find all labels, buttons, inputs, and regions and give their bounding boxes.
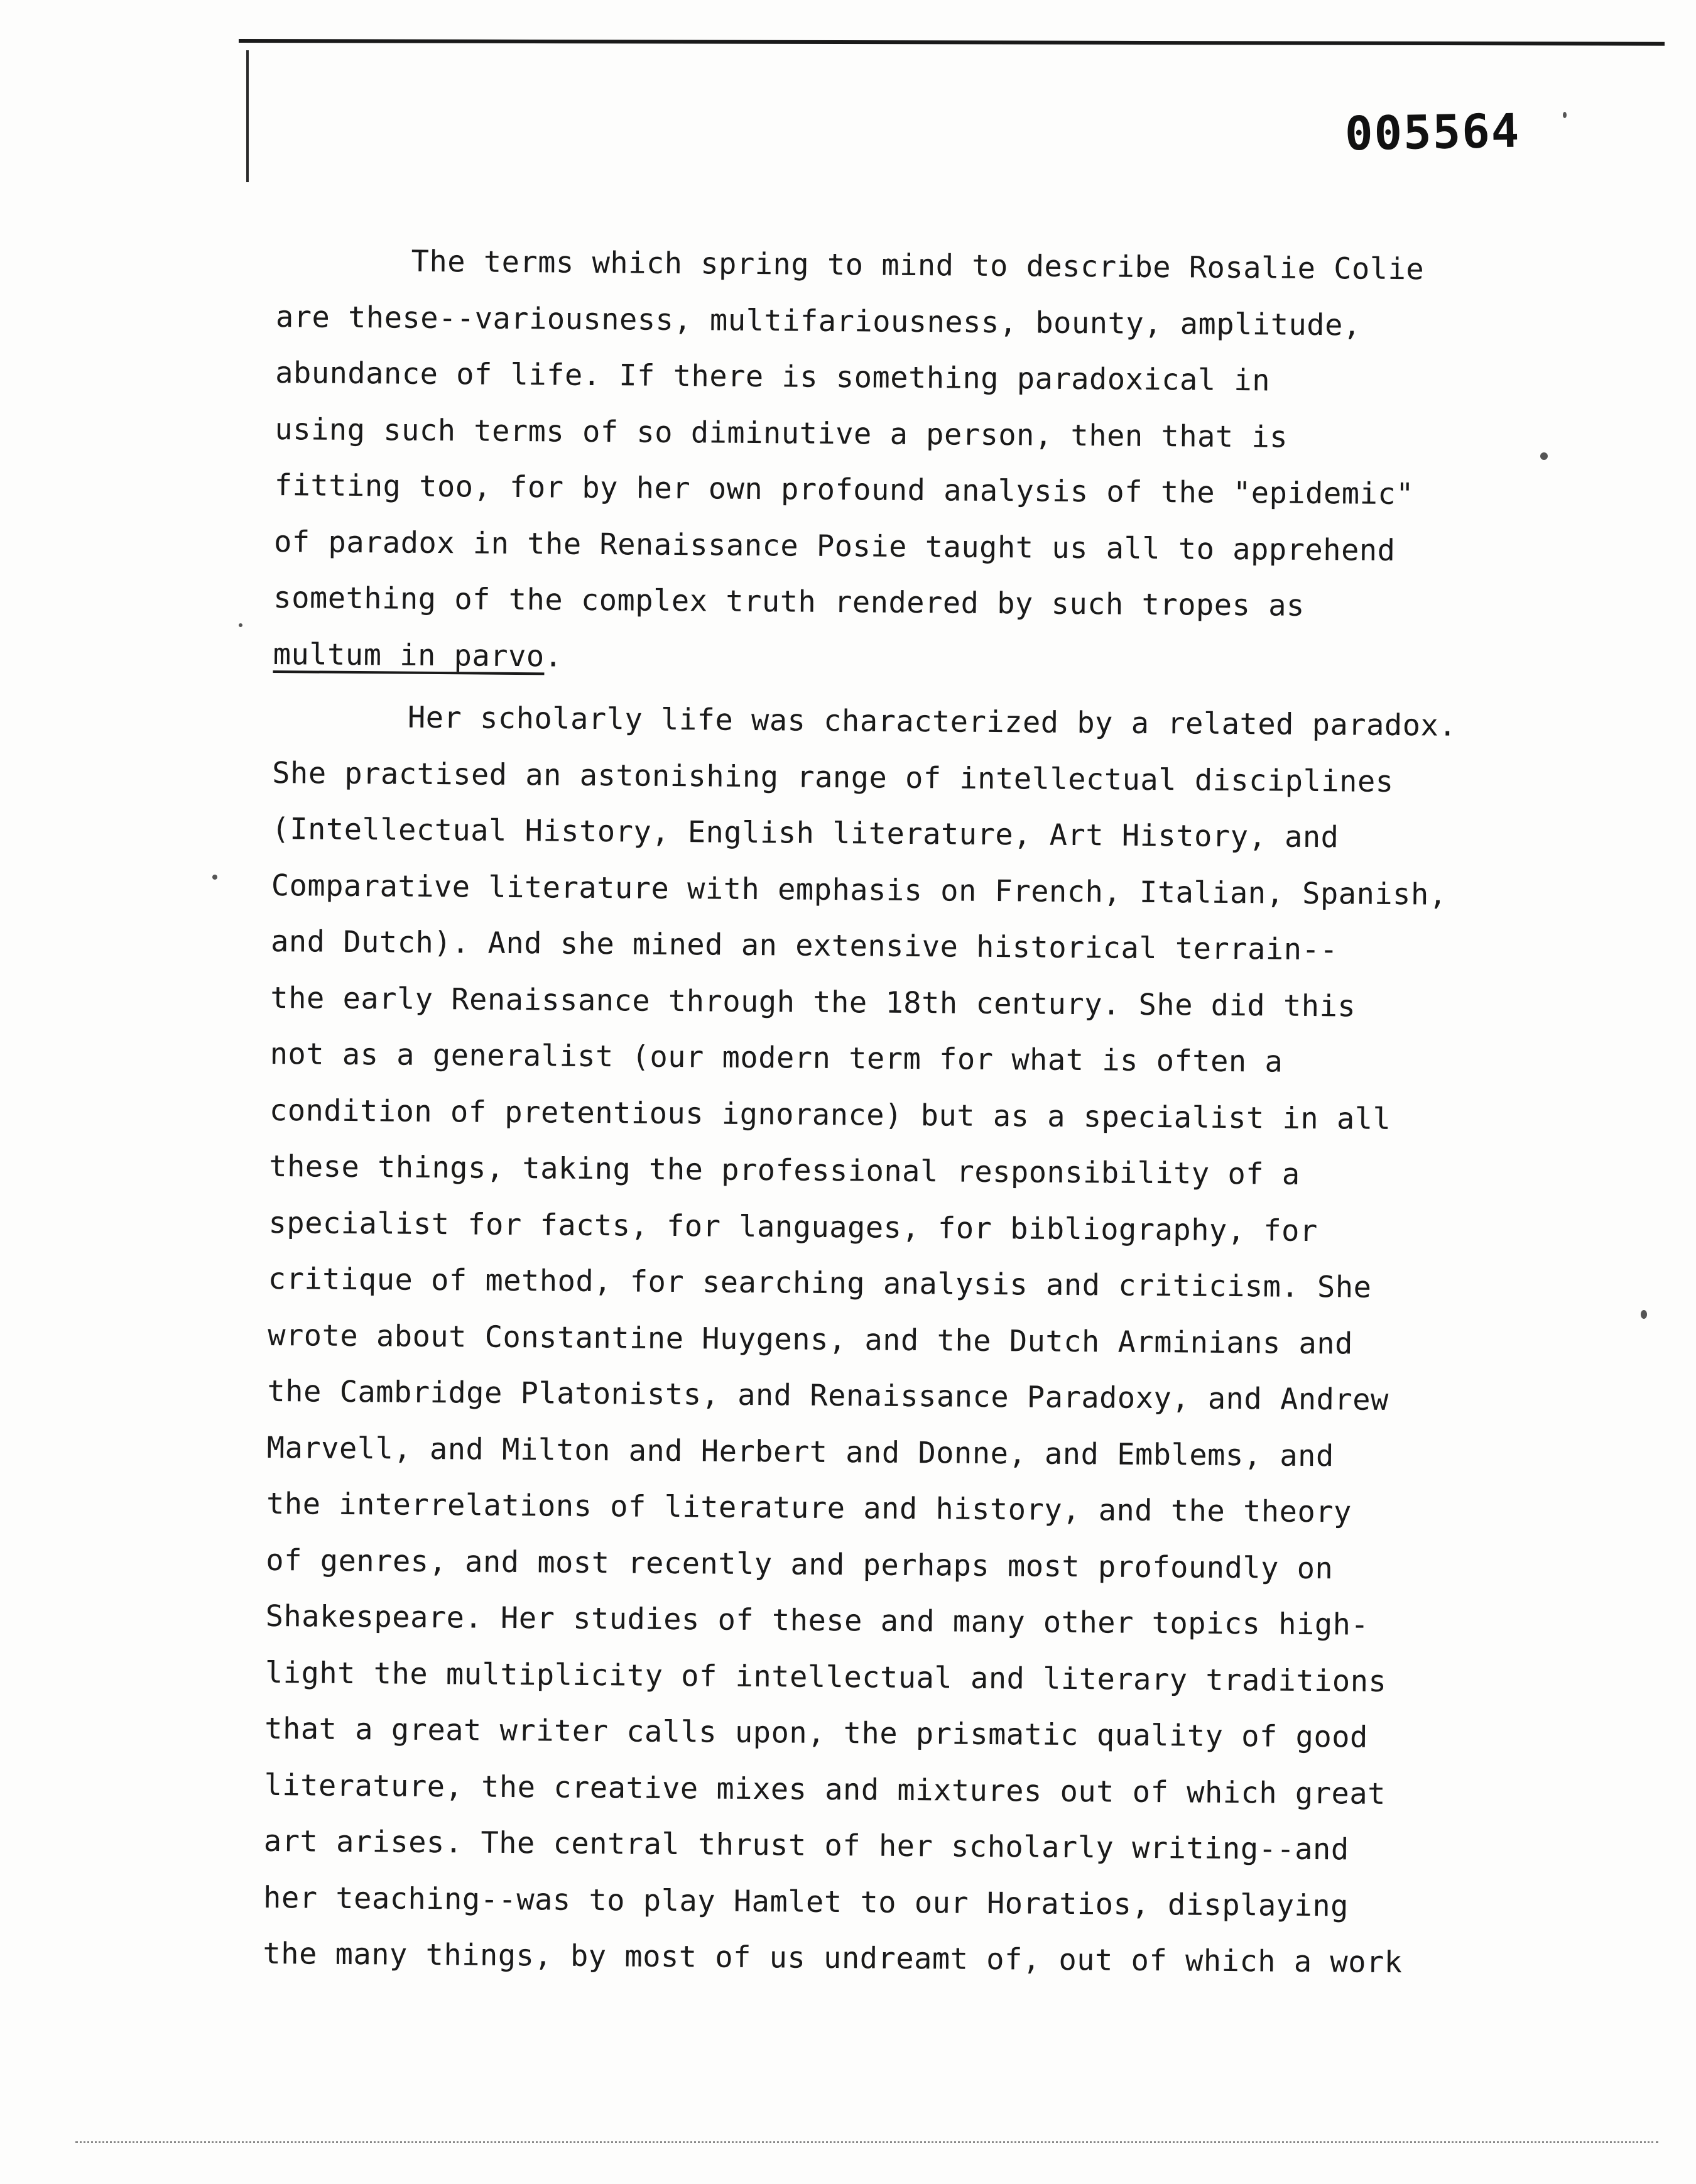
scan-speckle <box>239 623 242 627</box>
underlined-phrase: multum in parvo <box>273 636 545 674</box>
line-tail: . <box>544 638 563 674</box>
text-line: these things, taking the professional responsibility of a <box>269 1149 1300 1192</box>
text-line: of genres, and most recently and perhaps most profoundly on <box>266 1542 1334 1586</box>
body-text <box>263 232 1539 1992</box>
scan-speckle <box>1540 452 1548 460</box>
paragraph-2 <box>263 689 1535 1992</box>
text-line: the many things, by most of us undreamt of, out of which a work <box>263 1936 1403 1980</box>
text-line: her teaching--was to play Hamlet to our Horatios, displaying <box>263 1880 1349 1923</box>
text-line: critique of method, for searching analysis and criticism. She <box>268 1261 1372 1305</box>
text-line: (Intellectual History, English literature, Art History, and <box>271 811 1339 855</box>
text-line: abundance of life. If there is something paradoxical in <box>275 355 1271 398</box>
text-line: specialist for facts, for languages, for bibliography, for <box>268 1205 1318 1248</box>
text-line: something of the complex truth rendered by such tropes as <box>273 580 1305 623</box>
scan-speckle <box>212 875 217 880</box>
page-number: 005564 <box>1344 104 1521 161</box>
text-line: and Dutch). And she mined an extensive historical terrain-- <box>270 924 1339 968</box>
text-line: using such terms of so diminutive a person, then that is <box>275 412 1288 455</box>
text-line: that a great writer calls upon, the prismatic quality of good <box>264 1711 1369 1755</box>
left-edge-mark <box>246 50 249 182</box>
text-line: Marvell, and Milton and Herbert and Donne, and Emblems, and <box>266 1430 1334 1473</box>
text-line: art arises. The central thrust of her scholarly writing--and <box>263 1823 1349 1867</box>
text-line: the early Renaissance through the 18th century. She did this <box>270 980 1356 1024</box>
text-line: literature, the creative mixes and mixtures out of which great <box>264 1767 1386 1811</box>
text-line: light the multiplicity of intellectual and literary traditions <box>264 1655 1387 1699</box>
text-line: of paradox in the Renaissance Posie taught us all to apprehend <box>273 524 1396 568</box>
text-line: are these--variousness, multifariousness, bounty, amplitude, <box>275 299 1361 343</box>
bottom-edge <box>75 2141 1658 2144</box>
text-line: Her scholarly life was characterized by a related paradox. <box>407 700 1457 743</box>
top-rule <box>239 39 1665 46</box>
paragraph-1 <box>273 232 1539 692</box>
text-line: fitting too, for by her own profound analysis of the "epidemic" <box>274 467 1415 512</box>
text-line: the Cambridge Platonists, and Renaissance Paradoxy, and Andrew <box>267 1373 1389 1417</box>
text-line: condition of pretentious ignorance) but as a specialist in all <box>269 1093 1391 1137</box>
text-line: wrote about Constantine Huygens, and the Dutch Arminians and <box>268 1318 1354 1362</box>
text-line: She practised an astonishing range of intellectual disciplines <box>272 755 1394 799</box>
scan-speckle <box>1641 1310 1647 1319</box>
scan-speckle <box>1563 112 1567 118</box>
text-line: Comparative literature with emphasis on French, Italian, Spanish, <box>271 868 1447 912</box>
text-line: the interrelations of literature and history, and the theory <box>266 1486 1352 1530</box>
text-line: not as a generalist (our modern term for what is often a <box>269 1036 1283 1079</box>
text-line-final <box>273 626 1536 692</box>
text-line: The terms which spring to mind to describe Rosalie Colie <box>411 244 1425 287</box>
text-line: Shakespeare. Her studies of these and many other topics high- <box>265 1598 1369 1642</box>
